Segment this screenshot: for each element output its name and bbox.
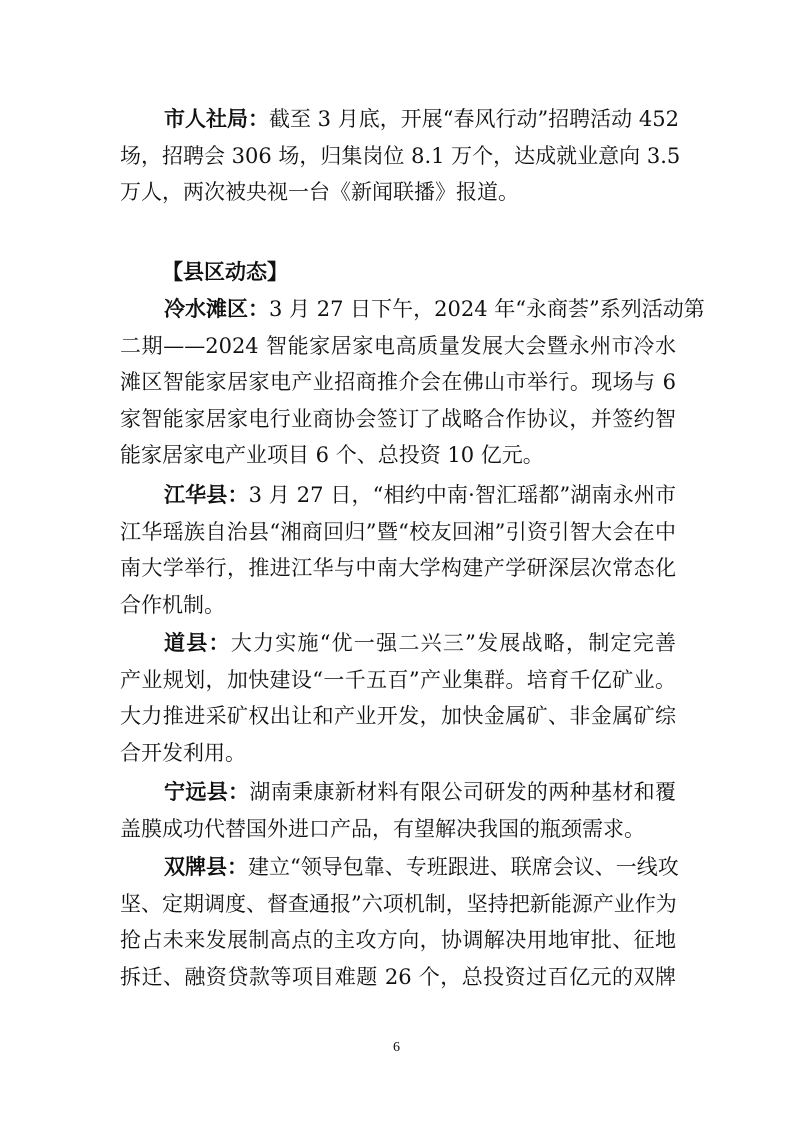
paragraph-line bbox=[120, 625, 676, 662]
paragraph-line bbox=[120, 291, 705, 328]
section-heading: 【县区动态】 bbox=[162, 260, 288, 284]
page-number: 6 bbox=[393, 1040, 400, 1055]
paragraph-line: 坚、定期调度、督查通报”六项机制，坚持把新能源产业作为 bbox=[120, 891, 677, 916]
paragraph-line: 滩区智能家居家电产业招商推介会在佛山市举行。现场与 6 bbox=[120, 370, 676, 394]
paragraph-line: 产业规划，加快建设“一千五百”产业集群。培育千亿矿业。 bbox=[120, 667, 676, 692]
paragraph-line: 二期——2024 智能家居家电高质量发展大会暨永州市冷水 bbox=[120, 333, 676, 358]
paragraph-line: 合开发利用。 bbox=[120, 740, 246, 765]
paragraph-line bbox=[120, 101, 679, 138]
paragraph-line: 万人，两次被央视一台《新闻联播》报道。 bbox=[120, 180, 519, 204]
paragraph-line: 场，招聘会 306 场，归集岗位 8.1 万个，达成就业意向 3.5 bbox=[120, 143, 681, 168]
paragraph-line: 家智能家居家电行业商协会签订了战略合作协议，并签约智 bbox=[120, 406, 676, 431]
paragraph-line: 拆迁、融资贷款等项目难题 26 个，总投资过百亿元的双牌 bbox=[120, 964, 676, 989]
paragraph-line: 合作机制。 bbox=[120, 592, 225, 617]
paragraph-text: 3 月 27 日下午，2024 年“永商荟”系列活动第 bbox=[269, 297, 705, 321]
paragraph-line: 抢占未来发展制高点的主攻方向，协调解决用地审批、征地 bbox=[120, 928, 676, 952]
paragraph-text: 3 月 27 日，“相约中南·智汇瑶都”湖南永州市 bbox=[248, 483, 677, 507]
paragraph-line: 能家居家电产业项目 6 个、总投资 10 亿元。 bbox=[120, 443, 544, 467]
paragraph-lead: 宁远县： bbox=[164, 780, 250, 804]
paragraph-lead: 江华县： bbox=[164, 483, 249, 507]
paragraph-lead: 双牌县： bbox=[164, 855, 248, 879]
paragraph-text: 建立“领导包靠、专班跟进、联席会议、一线攻 bbox=[248, 855, 679, 879]
paragraph-text: 截至 3 月底，开展“春风行动”招聘活动 452 bbox=[269, 107, 679, 131]
paragraph-ningyuan bbox=[120, 774, 676, 847]
paragraph-text: 大力实施“优一强二兴三”发展战略，制定完善 bbox=[230, 631, 677, 655]
paragraph-line bbox=[120, 774, 676, 811]
paragraph-lead: 市人社局： bbox=[164, 107, 269, 131]
paragraph-lengshuitan bbox=[120, 291, 705, 474]
paragraph-line: 江华瑶族自治县“湘商回归”暨“校友回湘”引资引智大会在中 bbox=[120, 519, 676, 544]
paragraph-line bbox=[120, 477, 676, 514]
paragraph-city-hr-bureau bbox=[120, 101, 681, 211]
paragraph-text: 湖南秉康新材料有限公司研发的两种基材和覆 bbox=[249, 780, 677, 804]
paragraph-line bbox=[120, 849, 679, 886]
paragraph-lead: 冷水滩区： bbox=[164, 297, 269, 321]
paragraph-daoxian bbox=[120, 625, 676, 771]
paragraph-lead: 道县： bbox=[164, 631, 231, 655]
paragraph-line: 盖膜成功代替国外进口产品，有望解决我国的瓶颈需求。 bbox=[120, 816, 645, 841]
paragraph-shuangpai bbox=[120, 849, 679, 995]
paragraph-line: 南大学举行，推进江华与中南大学构建产学研深层次常态化 bbox=[120, 556, 676, 580]
paragraph-line: 大力推进采矿权出让和产业开发，加快金属矿、非金属矿综 bbox=[120, 704, 676, 728]
paragraph-jianghua bbox=[120, 477, 676, 623]
